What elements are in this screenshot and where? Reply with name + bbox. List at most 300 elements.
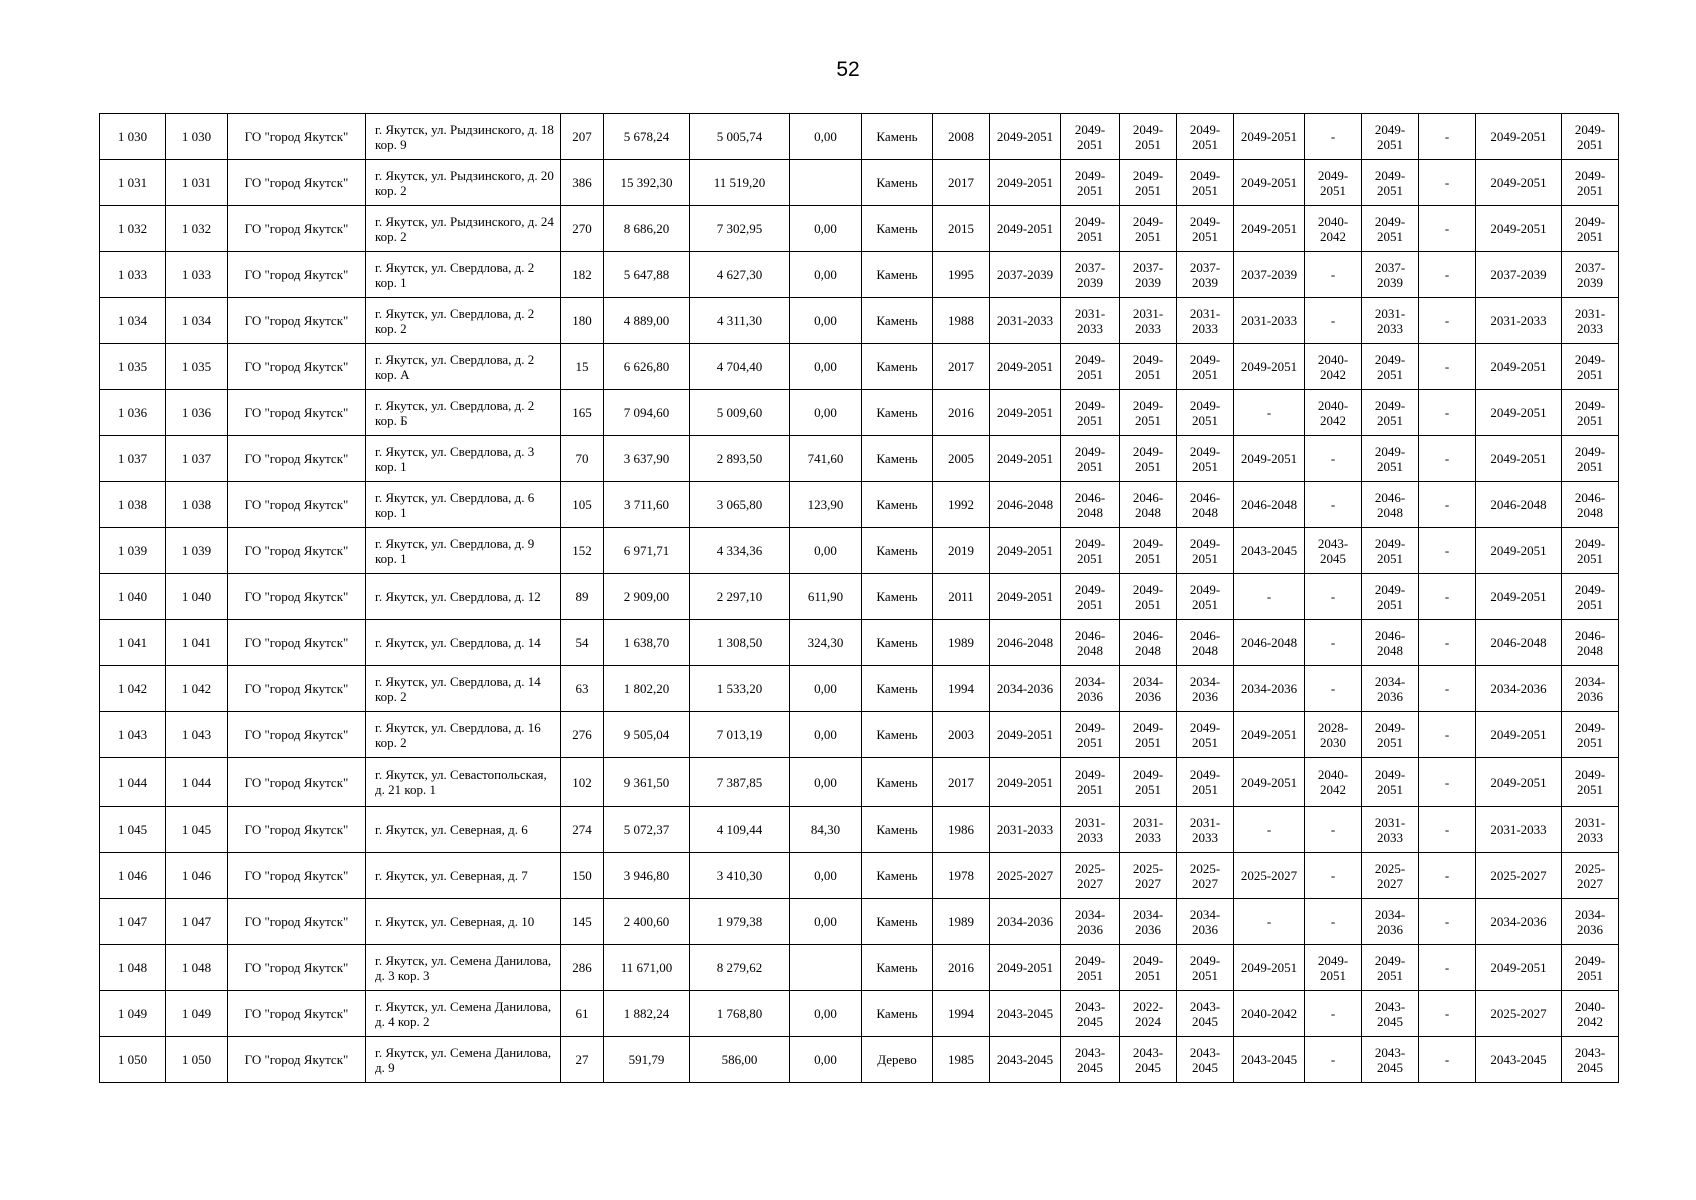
period-text: 2037-2039 (1374, 259, 1406, 290)
period-cell (990, 482, 1061, 528)
period-text: 2049-2051 (1240, 451, 1298, 466)
period-cell (1120, 160, 1177, 206)
period-text: 2049-2051 (1574, 719, 1606, 750)
period-text: - (1444, 960, 1450, 975)
value-text: 145 (572, 914, 592, 929)
wall-material-cell (862, 344, 933, 390)
row-number-text: 1 038 (117, 497, 148, 512)
period-cell (1234, 252, 1305, 298)
year-text: 2016 (948, 960, 974, 975)
period-text: 2049-2051 (996, 589, 1054, 604)
year-text: 1989 (948, 914, 974, 929)
period-text: 2049-2051 (1240, 727, 1298, 742)
period-cell (1362, 666, 1419, 712)
living-area-text: 5 009,60 (716, 405, 763, 420)
row-number-text: 1 042 (117, 681, 148, 696)
period-cell (1419, 899, 1476, 945)
period-cell (1177, 390, 1234, 436)
period-text: 2049-2051 (1132, 213, 1164, 244)
address-cell (366, 436, 561, 482)
period-text: 2049-2051 (1132, 535, 1164, 566)
period-cell (990, 899, 1061, 945)
period-text: 2049-2051 (1490, 727, 1547, 742)
wall-material-text: Камень (876, 822, 918, 837)
period-text: 2046-2048 (1132, 489, 1164, 520)
value-cell (561, 712, 604, 758)
period-cell (1061, 620, 1120, 666)
period-cell (1061, 991, 1120, 1037)
period-cell (1419, 712, 1476, 758)
period-text: 2049-2051 (1240, 359, 1298, 374)
object-number-cell (166, 666, 228, 712)
period-cell (1305, 344, 1362, 390)
period-cell (1305, 666, 1362, 712)
wall-material-text: Камень (876, 914, 918, 929)
period-text: 2049-2051 (996, 129, 1054, 144)
row-number-cell (100, 114, 166, 160)
row-number-text: 1 044 (117, 774, 148, 790)
total-area-text: 1 638,70 (623, 635, 670, 650)
period-cell (1305, 899, 1362, 945)
nonresidential-area-text: 0,00 (814, 914, 837, 929)
year-text: 1985 (948, 1052, 974, 1067)
period-cell (1419, 436, 1476, 482)
period-cell (1177, 945, 1234, 991)
value-text: 102 (572, 774, 592, 790)
period-text: - (1330, 451, 1336, 466)
nonresidential-area-cell (790, 298, 862, 344)
period-text: - (1444, 497, 1450, 512)
period-cell (1061, 482, 1120, 528)
object-number-text: 1 049 (181, 1006, 212, 1021)
period-text: 2031-2033 (1374, 814, 1406, 845)
period-text: 2031-2033 (1490, 313, 1547, 328)
period-cell (1419, 574, 1476, 620)
period-text: 2034-2036 (1574, 673, 1606, 704)
row-number-cell (100, 390, 166, 436)
period-text: 2034-2036 (996, 914, 1054, 929)
period-text: 2037-2039 (1132, 259, 1164, 290)
object-number-cell (166, 528, 228, 574)
object-number-cell (166, 482, 228, 528)
period-text: 2031-2033 (1574, 305, 1606, 336)
living-area-text: 2 297,10 (716, 589, 763, 604)
period-cell (1362, 574, 1419, 620)
row-number-text: 1 041 (117, 635, 148, 650)
period-cell (990, 807, 1061, 853)
year-text: 2011 (948, 589, 974, 604)
living-area-cell (690, 252, 790, 298)
period-cell (1305, 807, 1362, 853)
value-cell (561, 298, 604, 344)
period-text: 2031-2033 (1189, 814, 1221, 845)
nonresidential-area-cell (790, 390, 862, 436)
object-number-text: 1 030 (181, 129, 212, 144)
period-cell (1177, 482, 1234, 528)
table-row (100, 807, 1619, 853)
period-text: - (1444, 359, 1450, 374)
wall-material-cell (862, 945, 933, 991)
wall-material-text: Дерево (877, 1052, 917, 1067)
living-area-cell (690, 991, 790, 1037)
table-row (100, 945, 1619, 991)
period-text: 2049-2051 (1490, 589, 1547, 604)
row-number-cell (100, 807, 166, 853)
table-row (100, 390, 1619, 436)
period-text: 2049-2051 (1074, 397, 1106, 428)
living-area-text: 4 334,36 (716, 543, 763, 558)
period-text: 2022-2024 (1132, 998, 1164, 1029)
period-cell (1177, 807, 1234, 853)
period-cell (1120, 528, 1177, 574)
period-cell (1562, 807, 1619, 853)
living-area-cell (690, 758, 790, 807)
address-text: г. Якутск, ул. Свердлова, д. 3 кор. 1 (375, 443, 535, 474)
period-text: 2025-2027 (1240, 868, 1298, 883)
period-text: 2049-2051 (1374, 767, 1406, 797)
year-text: 1995 (948, 267, 974, 282)
year-cell (933, 482, 990, 528)
period-cell (1177, 899, 1234, 945)
period-cell (1305, 160, 1362, 206)
nonresidential-area-text: 0,00 (814, 774, 837, 790)
period-cell (1120, 482, 1177, 528)
total-area-cell (604, 574, 690, 620)
period-cell (990, 712, 1061, 758)
period-text: 2043-2045 (1074, 998, 1106, 1029)
address-cell (366, 574, 561, 620)
nonresidential-area-text: 0,00 (814, 543, 837, 558)
table-row (100, 160, 1619, 206)
wall-material-cell (862, 160, 933, 206)
wall-material-text: Камень (876, 727, 918, 742)
object-number-text: 1 031 (181, 175, 212, 190)
period-cell (1234, 1037, 1305, 1083)
period-text: 2049-2051 (1132, 767, 1164, 797)
period-text: 2049-2051 (1374, 167, 1406, 198)
year-text: 1978 (948, 868, 974, 883)
object-number-text: 1 047 (181, 914, 212, 929)
period-cell (1476, 252, 1562, 298)
wall-material-text: Камень (876, 221, 918, 236)
object-number-cell (166, 344, 228, 390)
living-area-text: 1 979,38 (716, 914, 763, 929)
total-area-text: 15 392,30 (620, 175, 673, 190)
period-cell (990, 528, 1061, 574)
municipality-text: ГО "город Якутск" (244, 635, 349, 650)
period-text: 2049-2051 (996, 175, 1054, 190)
period-text: 2049-2051 (1189, 213, 1221, 244)
nonresidential-area-text: 0,00 (814, 405, 837, 420)
period-text: 2034-2036 (1132, 906, 1164, 937)
period-cell (1419, 114, 1476, 160)
address-text: г. Якутск, ул. Свердлова, д. 2 кор. Б (375, 397, 535, 428)
total-area-text: 3 711,60 (623, 497, 670, 512)
period-text: 2031-2033 (1240, 313, 1298, 328)
period-text: 2049-2051 (1374, 581, 1406, 612)
row-number-text: 1 043 (117, 727, 148, 742)
wall-material-cell (862, 853, 933, 899)
table-row (100, 436, 1619, 482)
living-area-text: 4 311,30 (716, 313, 763, 328)
object-number-cell (166, 298, 228, 344)
period-cell (1362, 712, 1419, 758)
period-cell (1120, 206, 1177, 252)
period-cell (1562, 899, 1619, 945)
period-text: 2046-2048 (1240, 497, 1298, 512)
period-text: 2049-2051 (1189, 351, 1221, 382)
period-cell (1234, 574, 1305, 620)
period-text: 2046-2048 (996, 635, 1054, 650)
period-cell (990, 252, 1061, 298)
period-text: 2037-2039 (1240, 267, 1298, 282)
period-text: 2040-2042 (1240, 1006, 1298, 1021)
period-cell (1562, 390, 1619, 436)
row-number-cell (100, 160, 166, 206)
row-number-text: 1 036 (117, 405, 148, 420)
period-text: - (1330, 1052, 1336, 1067)
housing-register-table (99, 113, 1619, 1083)
municipality-cell (228, 252, 366, 298)
living-area-cell (690, 344, 790, 390)
period-text: 2049-2051 (1074, 535, 1106, 566)
row-number-text: 1 047 (117, 914, 148, 929)
wall-material-cell (862, 899, 933, 945)
period-cell (1234, 712, 1305, 758)
municipality-cell (228, 482, 366, 528)
period-cell (1362, 807, 1419, 853)
period-cell (1305, 712, 1362, 758)
period-text: - (1444, 635, 1450, 650)
period-text: 2049-2051 (1074, 121, 1106, 152)
living-area-cell (690, 160, 790, 206)
row-number-text: 1 040 (117, 589, 148, 604)
year-text: 2015 (948, 221, 974, 236)
wall-material-text: Камень (876, 267, 918, 282)
object-number-cell (166, 436, 228, 482)
row-number-cell (100, 482, 166, 528)
municipality-text: ГО "город Якутск" (244, 359, 349, 374)
period-cell (1234, 853, 1305, 899)
value-text: 165 (572, 405, 592, 420)
living-area-text: 7 302,95 (716, 221, 763, 236)
period-cell (1562, 206, 1619, 252)
period-text: 2049-2051 (1074, 952, 1106, 983)
nonresidential-area-cell (790, 991, 862, 1037)
wall-material-cell (862, 712, 933, 758)
table-row (100, 206, 1619, 252)
period-cell (1562, 252, 1619, 298)
period-text: 2031-2033 (1189, 305, 1221, 336)
period-text: 2031-2033 (996, 313, 1054, 328)
year-cell (933, 114, 990, 160)
object-number-text: 1 040 (181, 589, 212, 604)
row-number-text: 1 032 (117, 221, 148, 236)
period-cell (1562, 712, 1619, 758)
period-text: 2049-2051 (1574, 167, 1606, 198)
row-number-cell (100, 1037, 166, 1083)
period-cell (990, 574, 1061, 620)
period-cell (1305, 1037, 1362, 1083)
period-text: 2046-2048 (1074, 627, 1106, 658)
municipality-text: ГО "город Якутск" (244, 313, 349, 328)
object-number-text: 1 035 (181, 359, 212, 374)
period-text: 2040-2042 (1317, 213, 1349, 244)
total-area-cell (604, 807, 690, 853)
period-text: 2049-2051 (1490, 221, 1547, 236)
table-row (100, 114, 1619, 160)
period-text: 2049-2051 (996, 774, 1054, 790)
municipality-cell (228, 114, 366, 160)
period-text: 2049-2051 (1490, 405, 1547, 420)
value-text: 152 (572, 543, 592, 558)
row-number-text: 1 033 (117, 267, 148, 282)
value-text: 105 (572, 497, 592, 512)
period-text: - (1444, 1052, 1450, 1067)
period-text: 2025-2027 (1074, 860, 1106, 891)
wall-material-text: Камень (876, 774, 918, 790)
wall-material-text: Камень (876, 681, 918, 696)
row-number-text: 1 034 (117, 313, 148, 328)
address-cell (366, 991, 561, 1037)
period-text: 2031-2033 (1490, 822, 1547, 837)
period-text: - (1444, 221, 1450, 236)
table-row (100, 482, 1619, 528)
address-text: г. Якутск, ул. Северная, д. 7 (375, 868, 528, 883)
year-cell (933, 344, 990, 390)
municipality-cell (228, 666, 366, 712)
value-text: 15 (575, 359, 589, 374)
row-number-cell (100, 758, 166, 807)
period-cell (1562, 1037, 1619, 1083)
period-cell (1362, 436, 1419, 482)
period-cell (1562, 574, 1619, 620)
municipality-text: ГО "город Якутск" (244, 405, 349, 420)
wall-material-cell (862, 666, 933, 712)
period-text: 2025-2027 (1490, 868, 1547, 883)
table-row (100, 252, 1619, 298)
living-area-cell (690, 206, 790, 252)
nonresidential-area-text: 741,60 (807, 451, 844, 466)
period-cell (1419, 758, 1476, 807)
period-text: 2034-2036 (1374, 906, 1406, 937)
period-text: 2049-2051 (1374, 535, 1406, 566)
period-text: 2043-2045 (1317, 535, 1349, 566)
total-area-cell (604, 853, 690, 899)
period-cell (1305, 758, 1362, 807)
total-area-text: 3 946,80 (623, 868, 670, 883)
period-text: 2046-2048 (1189, 489, 1221, 520)
municipality-cell (228, 853, 366, 899)
period-text: 2025-2027 (1132, 860, 1164, 891)
municipality-text: ГО "город Якутск" (244, 497, 349, 512)
object-number-text: 1 041 (181, 635, 212, 650)
period-text: - (1266, 914, 1272, 929)
address-cell (366, 206, 561, 252)
year-text: 2003 (948, 727, 974, 742)
value-text: 182 (572, 267, 592, 282)
value-text: 63 (575, 681, 589, 696)
period-cell (1061, 160, 1120, 206)
address-text: г. Якутск, ул. Свердлова, д. 9 кор. 1 (375, 535, 535, 566)
period-cell (1234, 436, 1305, 482)
period-text: 2049-2051 (1490, 175, 1547, 190)
period-text: - (1444, 727, 1450, 742)
total-area-text: 9 361,50 (623, 774, 670, 790)
municipality-text: ГО "город Якутск" (244, 175, 349, 190)
row-number-cell (100, 853, 166, 899)
period-cell (1177, 991, 1234, 1037)
total-area-cell (604, 758, 690, 807)
period-cell (1177, 712, 1234, 758)
object-number-cell (166, 758, 228, 807)
period-cell (1476, 853, 1562, 899)
wall-material-text: Камень (876, 405, 918, 420)
period-cell (1476, 758, 1562, 807)
address-cell (366, 390, 561, 436)
period-cell (1234, 620, 1305, 666)
wall-material-cell (862, 1037, 933, 1083)
period-cell (1234, 666, 1305, 712)
object-number-text: 1 050 (181, 1052, 212, 1067)
wall-material-cell (862, 390, 933, 436)
period-text: 2049-2051 (996, 543, 1054, 558)
municipality-text: ГО "город Якутск" (244, 451, 349, 466)
wall-material-cell (862, 807, 933, 853)
period-cell (1120, 298, 1177, 344)
period-text: 2046-2048 (1374, 489, 1406, 520)
period-cell (1476, 807, 1562, 853)
total-area-text: 3 637,90 (623, 451, 670, 466)
address-cell (366, 758, 561, 807)
total-area-cell (604, 991, 690, 1037)
year-text: 1992 (948, 497, 974, 512)
address-text: г. Якутск, ул. Свердлова, д. 16 кор. 2 (375, 719, 541, 750)
period-text: 2043-2045 (1189, 1044, 1221, 1075)
period-text: 2034-2036 (1189, 906, 1221, 937)
value-text: 276 (572, 727, 592, 742)
wall-material-text: Камень (876, 1006, 918, 1021)
period-text: 2049-2051 (1132, 581, 1164, 612)
period-text: 2049-2051 (1374, 121, 1406, 152)
row-number-text: 1 030 (117, 129, 148, 144)
period-cell (1177, 620, 1234, 666)
value-cell (561, 991, 604, 1037)
period-cell (1362, 1037, 1419, 1083)
year-cell (933, 436, 990, 482)
row-number-text: 1 046 (117, 868, 148, 883)
period-cell (1419, 620, 1476, 666)
period-text: 2049-2051 (1240, 221, 1298, 236)
total-area-cell (604, 114, 690, 160)
period-text: 2049-2051 (996, 405, 1054, 420)
wall-material-cell (862, 758, 933, 807)
period-cell (1419, 666, 1476, 712)
municipality-text: ГО "город Якутск" (244, 267, 349, 282)
period-text: 2049-2051 (1074, 167, 1106, 198)
period-cell (1476, 945, 1562, 991)
living-area-cell (690, 853, 790, 899)
period-cell (1061, 344, 1120, 390)
table-row (100, 620, 1619, 666)
living-area-cell (690, 712, 790, 758)
table-row (100, 574, 1619, 620)
living-area-text: 4 627,30 (716, 267, 763, 282)
living-area-text: 586,00 (721, 1052, 758, 1067)
period-text: - (1444, 543, 1450, 558)
nonresidential-area-cell (790, 436, 862, 482)
nonresidential-area-text: 324,30 (807, 635, 844, 650)
